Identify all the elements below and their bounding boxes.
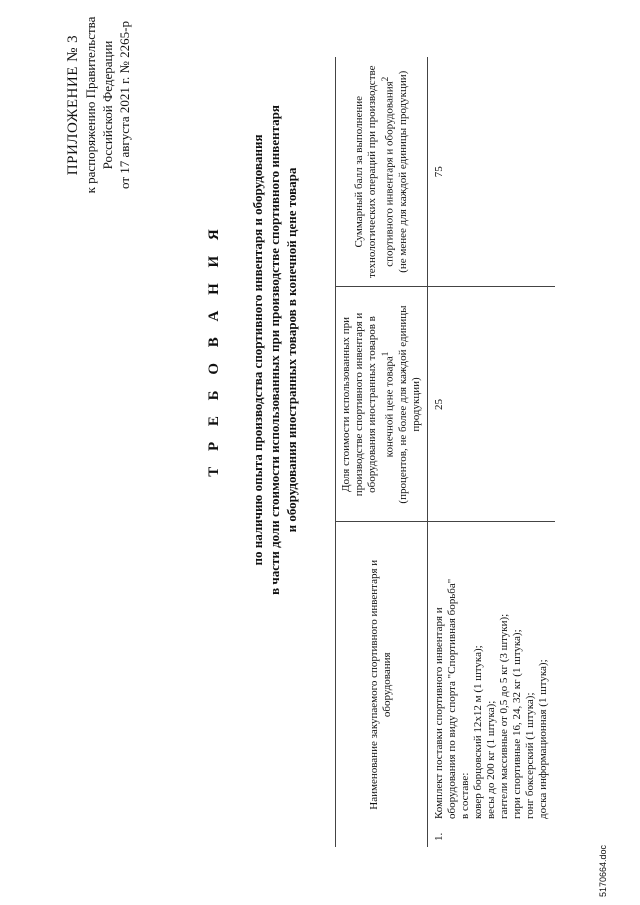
- appendix-header: [65, 5, 133, 205]
- column-header-item-name-text: Наименование закупаемого спортивного инвентаря и оборудования: [368, 559, 394, 810]
- document-subtitle-line-2: в части доли стоимости использованных при производстве спортивного инвентаря: [267, 105, 282, 595]
- document-subtitle-line-3: и оборудования иностранных товаров в конечной цене товара: [284, 167, 299, 533]
- document-title-block: [206, 10, 300, 690]
- appendix-line-2: Российской Федерации: [100, 40, 115, 170]
- item-line: гонг боксерский (1 штука);: [523, 692, 536, 819]
- column-header-foreign-share-note: (процентов, не более для каждой единицы продукции): [396, 305, 422, 504]
- foreign-share-cell: [427, 287, 555, 522]
- score-value: 75: [432, 166, 445, 178]
- row-number: 1.: [432, 832, 445, 841]
- item-line: гантели массивные от 0,5 до 5 кг (3 штуки);: [497, 613, 510, 819]
- item-line: весы до 200 кг (1 штука);: [484, 700, 497, 819]
- table-header-row: [336, 57, 428, 847]
- score-cell: [427, 57, 555, 287]
- item-line: в составе:: [458, 772, 471, 819]
- item-line: Комплект поставки спортивного инвентаря и: [432, 607, 445, 819]
- item-line: ковер борцовский 12х12 м (1 штука);: [471, 645, 484, 819]
- column-header-score-note: (не менее для каждой единицы продукции): [396, 70, 409, 273]
- table-row: [427, 57, 555, 847]
- requirements-table: [335, 57, 555, 847]
- item-name-cell: [427, 522, 555, 847]
- footnote-marker-1: 1: [380, 351, 390, 357]
- appendix-title: ПРИЛОЖЕНИЕ № 3: [65, 34, 81, 176]
- foreign-share-value: 25: [432, 399, 445, 410]
- column-header-score: [336, 57, 428, 287]
- column-header-foreign-share: [336, 287, 428, 522]
- item-description: [433, 549, 550, 819]
- column-header-foreign-share-text: Доля стоимости использованных при производстве спортивного инвентаря и оборудования иностранных товаров в конечной цене товара: [340, 312, 396, 497]
- footnote-marker-2: 2: [380, 76, 390, 82]
- item-line: оборудования по виду спорта "Спортивная борьба": [445, 578, 458, 819]
- document-title: Т Р Е Б О В А Н И Я: [206, 223, 222, 477]
- appendix-line-1: к распоряжению Правительства: [83, 16, 98, 194]
- document-code: 5170664.doc: [598, 844, 608, 897]
- column-header-score-text: Суммарный балл за выполнение технологических операций при производстве спортивного инвентаря и оборудования: [353, 65, 396, 279]
- document-subtitle-line-1: по наличию опыта производства спортивного инвентаря и оборудования: [250, 134, 265, 566]
- item-line: доска информационная (1 штука);: [536, 659, 549, 819]
- appendix-line-3: от 17 августа 2021 г. № 2265-р: [117, 21, 132, 189]
- column-header-item-name: [336, 522, 428, 847]
- item-line: гири спортивные 16, 24, 32 кг (1 штука);: [510, 629, 523, 819]
